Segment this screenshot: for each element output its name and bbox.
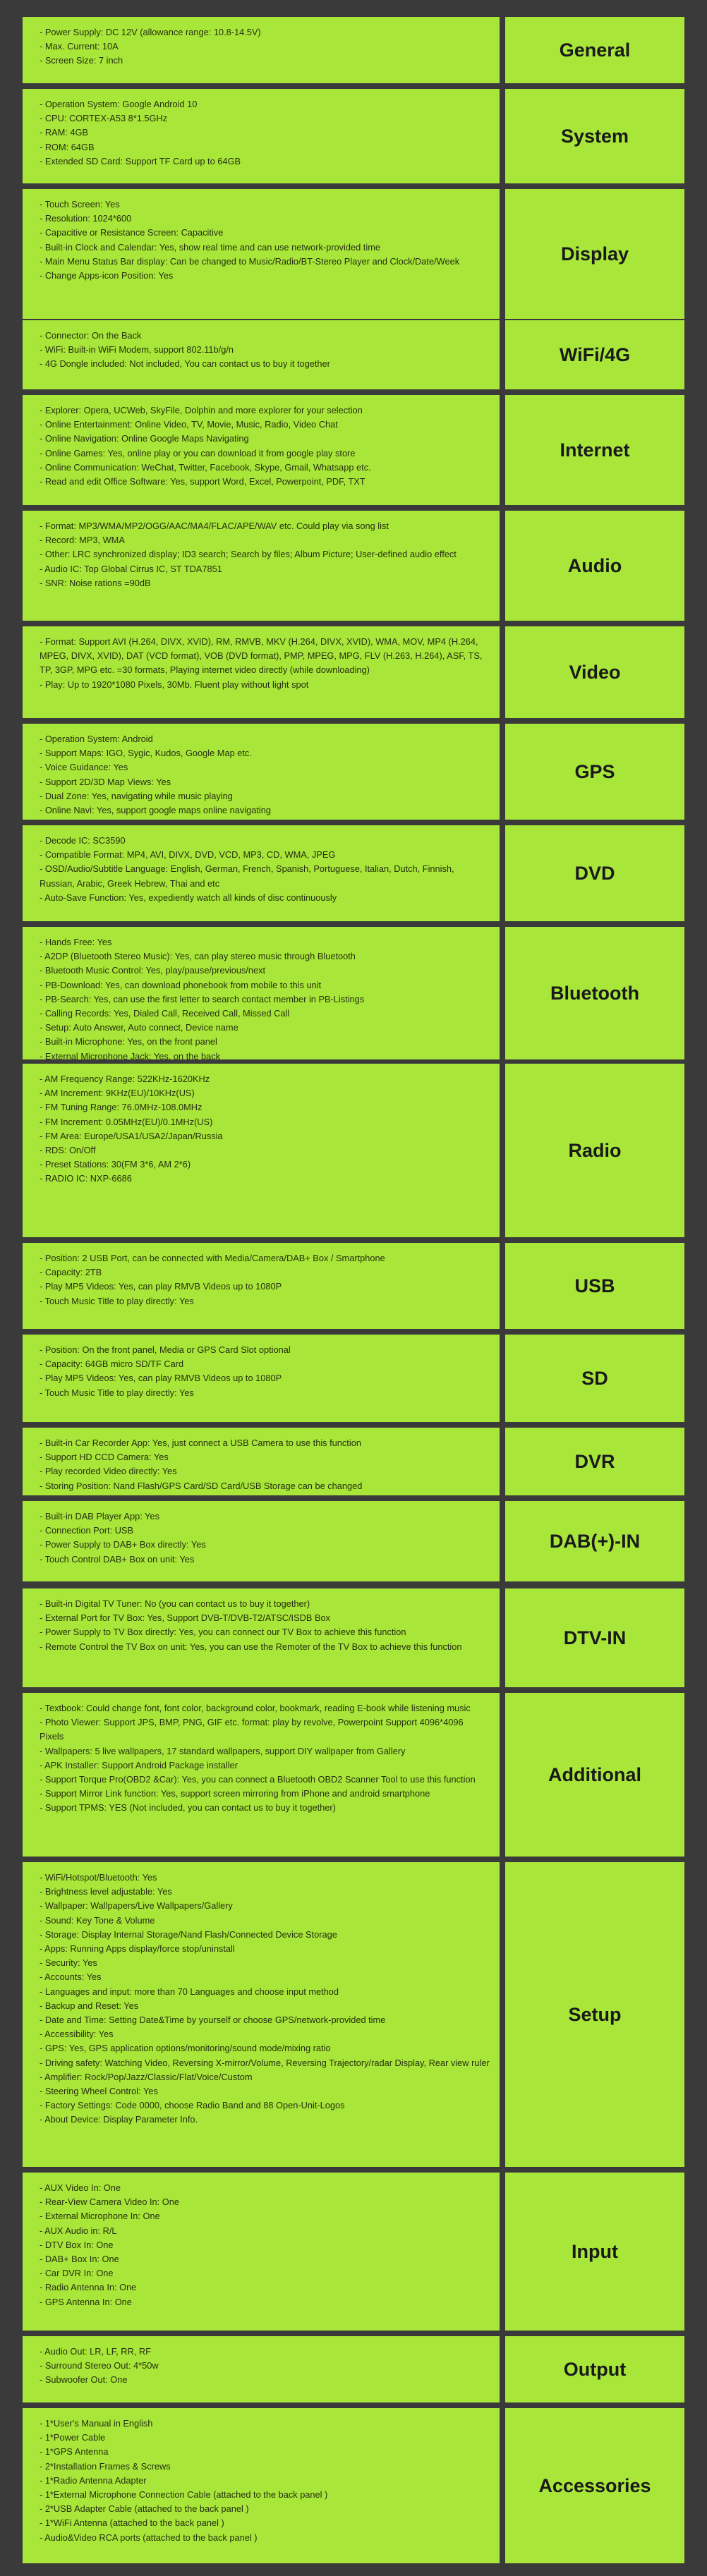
spec-line: - Format: Support AVI (H.264, DIVX, XVID), RM, RMVB, MKV (H.264, DIVX, XVID), WMA, MOV, MP4 (H.264, MPEG, DIVX, XVID), DAT (VCD format), VOB (DVD format), PMP, MPEG, MPG, FLV (H.263, H.264), ASF, TS, TP, 3GP, MPG etc. =30 formats, Playing internet video directly (while downloading) [40, 636, 483, 676]
spec-details [23, 320, 500, 389]
spec-row-general [0, 17, 707, 83]
spec-line: - Play MP5 Videos: Yes, can play RMVB Videos up to 1080P [40, 1281, 282, 1292]
spec-details [23, 1501, 500, 1581]
spec-line: - Wallpapers: 5 live wallpapers, 17 standard wallpapers, support DIY wallpaper from Gallery [40, 1745, 406, 1756]
spec-line: - 1*User's Manual in English [40, 2418, 153, 2429]
spec-category-cell [505, 89, 684, 183]
spec-category-title: GPS [574, 760, 615, 782]
spec-category-cell [505, 1588, 684, 1687]
spec-line: - AUX Audio in: R/L [40, 2225, 117, 2236]
spec-line: - Record: MP3, WMA [40, 535, 125, 546]
spec-line: - FM Tuning Range: 76.0MHz-108.0MHz [40, 1102, 203, 1113]
spec-category-cell [505, 927, 684, 1059]
spec-row-gps [0, 724, 707, 820]
spec-line: - Brightness level adjustable: Yes [40, 1886, 172, 1897]
spec-line: - 1*GPS Antenna [40, 2446, 109, 2457]
spec-details [23, 1693, 500, 1857]
spec-line: - Audio Out: LR, LF, RR, RF [40, 2346, 151, 2357]
spec-line: - Touch Control DAB+ Box on unit: Yes [40, 1553, 195, 1565]
spec-row-accessories [0, 2408, 707, 2563]
spec-category-title: Output [563, 2358, 627, 2380]
spec-line: - Sound: Key Tone & Volume [40, 1914, 155, 1926]
spec-line: - Change Apps-icon Position: Yes [40, 270, 174, 281]
spec-line: - External Microphone Jack: Yes, on the back [40, 1050, 221, 1062]
spec-line: - Built-in Clock and Calendar: Yes, show real time and can use network-provided time [40, 241, 380, 253]
spec-line: - Resolution: 1024*600 [40, 213, 132, 224]
spec-row-audio [0, 511, 707, 621]
spec-details [23, 1335, 500, 1422]
spec-line: - 1*WiFi Antenna (attached to the back panel ) [40, 2517, 224, 2529]
spec-row-setup [0, 1862, 707, 2167]
spec-category-cell [505, 1243, 684, 1329]
spec-line: - Built-in Car Recorder App: Yes, just connect a USB Camera to use this function [40, 1438, 361, 1448]
spec-category-title: Display [560, 243, 629, 265]
spec-row-sd [0, 1335, 707, 1422]
spec-line: - ROM: 64GB [40, 141, 95, 152]
spec-line: - Power Supply to DAB+ Box directly: Yes [40, 1539, 206, 1550]
spec-row-radio [0, 1064, 707, 1237]
spec-line: - CPU: CORTEX-A53 8*1.5GHz [40, 113, 168, 124]
spec-line: - Built-in Digital TV Tuner: No (you can contact us to buy it together) [40, 1598, 310, 1609]
spec-line: - RDS: On/Off [40, 1145, 96, 1156]
spec-line: - Hands Free: Yes [40, 937, 112, 947]
spec-line: - Factory Settings: Code 0000, choose Radio Band and 88 Open-Unit-Logos [40, 2100, 345, 2111]
spec-line: - Support Maps: IGO, Sygic, Kudos, Google Map etc. [40, 748, 252, 759]
spec-line: - 2*Installation Frames & Screws [40, 2460, 171, 2472]
spec-line: - AUX Video In: One [40, 2182, 121, 2193]
spec-row-bluetooth [0, 927, 707, 1062]
spec-line: - Audio IC: Top Global Cirrus IC, ST TDA7851 [40, 563, 222, 574]
spec-line: - Remote Control the TV Box on unit: Yes, you can use the Remoter of the TV Box to achieve this function [40, 1641, 462, 1652]
spec-line: - Play MP5 Videos: Yes, can play RMVB Videos up to 1080P [40, 1373, 282, 1384]
spec-line: - Capacitive or Resistance Screen: Capacitive [40, 227, 224, 238]
spec-line: - RAM: 4GB [40, 127, 88, 138]
spec-line: - Capacity: 64GB micro SD/TF Card [40, 1359, 184, 1370]
spec-details [23, 511, 500, 621]
spec-details [23, 1064, 500, 1237]
spec-line: - Steering Wheel Control: Yes [40, 2086, 158, 2097]
spec-line: - Apps: Running Apps display/force stop/uninstall [40, 1943, 235, 1955]
spec-category-title: DVR [574, 1450, 615, 1472]
spec-details [23, 2336, 500, 2402]
spec-category-cell [505, 2336, 684, 2402]
spec-line: - Amplifier: Rock/Pop/Jazz/Classic/Flat/Voice/Custom [40, 2071, 253, 2082]
spec-category-title: SD [581, 1367, 608, 1389]
spec-line: - APK Installer: Support Android Package installer [40, 1759, 238, 1770]
spec-category-title: Video [569, 661, 621, 683]
spec-line: - About Device: Display Parameter Info. [40, 2114, 198, 2125]
spec-line: - Textbook: Could change font, font color, background color, bookmark, reading E-book while listening music [40, 1703, 471, 1713]
spec-line: - PB-Download: Yes, can download phonebook from mobile to this unit [40, 979, 322, 990]
spec-category-cell [505, 2408, 684, 2563]
spec-details [23, 1588, 500, 1687]
spec-line: - Date and Time: Setting Date&Time by yourself or choose GPS/network-provided time [40, 2015, 386, 2026]
spec-row-additional [0, 1693, 707, 1857]
spec-category-cell [505, 511, 684, 621]
spec-details [23, 2408, 500, 2563]
spec-line: - DAB+ Box In: One [40, 2254, 119, 2265]
spec-details [23, 395, 500, 505]
spec-line: - 1*External Microphone Connection Cable (attached to the back panel ) [40, 2489, 328, 2501]
spec-line: - Other: LRC synchronized display; ID3 search; Search by files; Album Picture; User-defined audio effect [40, 549, 457, 560]
spec-line: - FM Increment: 0.05MHz(EU)/0.1MHz(US) [40, 1116, 213, 1127]
spec-details [23, 724, 500, 820]
spec-category-title: Input [572, 2240, 618, 2262]
spec-category-title: System [560, 125, 629, 147]
spec-details [23, 825, 500, 921]
spec-line: - External Port for TV Box: Yes, Support DVB-T/DVB-T2/ATSC/ISDB Box [40, 1612, 331, 1624]
spec-line: - Backup and Reset: Yes [40, 2000, 139, 2011]
spec-details [23, 189, 500, 319]
spec-category-cell [505, 2173, 684, 2331]
spec-line: - Support TPMS: YES (Not included, you can contact us to buy it together) [40, 1802, 336, 1813]
spec-line: - Subwoofer Out: One [40, 2374, 128, 2386]
spec-line: - Support Torque Pro(OBD2 &Car): Yes, you can connect a Bluetooth OBD2 Scanner Tool to use this function [40, 1774, 476, 1785]
spec-category-cell [505, 1428, 684, 1495]
spec-line: - Explorer: Opera, UCWeb, SkyFile, Dolphin and more explorer for your selection [40, 405, 363, 415]
spec-line: - 2*USB Adapter Cable (attached to the back panel ) [40, 2503, 249, 2515]
spec-line: - 1*Power Cable [40, 2432, 106, 2443]
spec-line: - Support HD CCD Camera: Yes [40, 1452, 169, 1463]
spec-line: - Power Supply to TV Box directly: Yes, you can connect our TV Box to achieve this function [40, 1627, 406, 1638]
spec-details [23, 927, 500, 1062]
spec-category-cell [505, 17, 684, 83]
spec-row-dvd [0, 825, 707, 921]
spec-category-title: General [559, 39, 631, 61]
spec-details [23, 2173, 500, 2331]
spec-line: - Preset Stations: 30(FM 3*6, AM 2*6) [40, 1159, 191, 1170]
spec-line: - RADIO IC: NXP-6686 [40, 1173, 132, 1184]
spec-line: - Support Mirror Link function: Yes, support screen mirroring from iPhone and android smartphone [40, 1788, 430, 1799]
spec-line: - Compatible Format: MP4, AVI, DIVX, DVD, VCD, MP3, CD, WMA, JPEG [40, 849, 336, 861]
spec-line: - Voice Guidance: Yes [40, 762, 128, 773]
spec-line: - Bluetooth Music Control: Yes, play/pause/previous/next [40, 965, 266, 976]
spec-row-dab-in [0, 1501, 707, 1581]
spec-row-display [0, 189, 707, 319]
spec-line: - Max. Current: 10A [40, 41, 119, 52]
spec-row-wifi-4g [0, 320, 707, 389]
spec-category-cell [505, 189, 684, 319]
spec-category-cell [505, 1693, 684, 1857]
spec-category-cell [505, 1501, 684, 1581]
spec-row-internet [0, 395, 707, 505]
spec-line: - Auto-Save Function: Yes, expediently watch all kinds of disc continuously [40, 892, 337, 903]
spec-line: - GPS Antenna In: One [40, 2296, 132, 2307]
spec-line: - WiFi: Built-in WiFi Modem, support 802.11b/g/n [40, 344, 234, 356]
spec-line: - FM Area: Europe/USA1/USA2/Japan/Russia [40, 1130, 223, 1141]
spec-category-title: Radio [568, 1139, 622, 1161]
spec-row-input [0, 2173, 707, 2331]
spec-category-cell [505, 320, 684, 389]
spec-category-title: Internet [560, 439, 630, 461]
spec-category-title: Additional [548, 1763, 641, 1785]
spec-line: - Read and edit Office Software: Yes, support Word, Excel, Powerpoint, PDF, TXT [40, 476, 365, 487]
spec-line: - Position: 2 USB Port, can be connected with Media/Camera/DAB+ Box / Smartphone [40, 1253, 385, 1263]
spec-category-title: DVD [574, 862, 615, 884]
spec-line: - Touch Music Title to play directly: Yes [40, 1295, 194, 1306]
spec-line: - Rear-View Camera Video In: One [40, 2197, 179, 2208]
spec-category-title: Accessories [538, 2474, 651, 2496]
spec-line: - Connector: On the Back [40, 330, 142, 341]
spec-line: - Format: MP3/WMA/MP2/OGG/AAC/MA4/FLAC/APE/WAV etc. Could play via song list [40, 521, 389, 531]
spec-row-output [0, 2336, 707, 2402]
spec-line: - Touch Screen: Yes [40, 199, 120, 209]
spec-line: - Online Navi: Yes, support google maps online navigating [40, 805, 271, 816]
spec-row-video [0, 626, 707, 718]
spec-category-cell [505, 1862, 684, 2167]
spec-details [23, 1243, 500, 1329]
spec-line: - Setup: Auto Answer, Auto connect, Device name [40, 1022, 238, 1033]
spec-line: - 4G Dongle included: Not included, You can contact us to buy it together [40, 358, 330, 370]
spec-line: - GPS: Yes, GPS application options/monitoring/sound mode/mixing ratio [40, 2043, 331, 2054]
spec-line: - 1*Radio Antenna Adapter [40, 2474, 147, 2486]
spec-line: - Car DVR In: One [40, 2268, 114, 2279]
spec-line: - Touch Music Title to play directly: Yes [40, 1387, 194, 1398]
spec-line: - OSD/Audio/Subtitle Language: English, German, French, Spanish, Portuguese, Italian, Dutch, Finnish, Russian, Arabic, Greek Hebrew, Thai and etc [40, 863, 454, 889]
spec-details [23, 89, 500, 183]
spec-line: - Built-in DAB Player App: Yes [40, 1511, 160, 1521]
spec-line: - Surround Stereo Out: 4*50w [40, 2360, 159, 2371]
spec-category-title: DTV-IN [563, 1627, 627, 1648]
spec-details [23, 1428, 500, 1495]
spec-line: - Languages and input: more than 70 Languages and choose input method [40, 1986, 339, 1997]
spec-line: - Audio&Video RCA ports (attached to the back panel ) [40, 2532, 258, 2543]
spec-line: - Storage: Display Internal Storage/Nand Flash/Connected Device Storage [40, 1928, 337, 1940]
spec-category-title: Setup [568, 2003, 622, 2025]
spec-line: - Driving safety: Watching Video, Reversing X-mirror/Volume, Reversing Trajectory/radar Display, Rear view ruler [40, 2057, 490, 2068]
spec-line: - Photo Viewer: Support JPS, BMP, PNG, GIF etc. format: play by revolve, Powerpoint Support 4096*4096 Pixels [40, 1717, 464, 1742]
spec-row-dvr [0, 1428, 707, 1495]
spec-line: - Extended SD Card: Support TF Card up to 64GB [40, 155, 241, 166]
spec-category-title: Audio [567, 554, 622, 576]
spec-category-cell [505, 724, 684, 820]
spec-details [23, 17, 500, 83]
spec-category-cell [505, 626, 684, 718]
spec-line: - AM Frequency Range: 522KHz-1620KHz [40, 1074, 210, 1084]
spec-line: - Play recorded Video directly: Yes [40, 1466, 177, 1477]
spec-category-title: USB [574, 1275, 615, 1296]
spec-line: - Online Entertainment: Online Video, TV, Movie, Music, Radio, Video Chat [40, 419, 338, 430]
spec-details [23, 1862, 500, 2167]
spec-line: - A2DP (Bluetooth Stereo Music): Yes, can play stereo music through Bluetooth [40, 951, 356, 962]
spec-line: - Main Menu Status Bar display: Can be changed to Music/Radio/BT-Stereo Player and Clock/Date/Week [40, 255, 460, 267]
spec-line: - Radio Antenna In: One [40, 2282, 137, 2293]
spec-category-title: WiFi/4G [559, 344, 631, 365]
spec-line: - SNR: Noise rations =90dB [40, 577, 151, 588]
spec-line: - Support 2D/3D Map Views: Yes [40, 776, 171, 787]
spec-category-cell [505, 395, 684, 505]
spec-line: - Wallpaper: Wallpapers/Live Wallpapers/Gallery [40, 1900, 233, 1912]
spec-line: - Power Supply: DC 12V (allowance range: 10.8-14.5V) [40, 27, 261, 37]
spec-line: - Operation System: Android [40, 734, 153, 744]
spec-line: - Security: Yes [40, 1957, 97, 1969]
spec-line: - Screen Size: 7 inch [40, 55, 123, 66]
spec-line: - Capacity: 2TB [40, 1267, 102, 1278]
spec-line: - External Microphone In: One [40, 2211, 160, 2222]
spec-line: - PB-Search: Yes, can use the first letter to search contact member in PB-Listings [40, 993, 365, 1004]
spec-line: - Accessibility: Yes [40, 2029, 114, 2040]
spec-line: - Operation System: Google Android 10 [40, 99, 198, 109]
spec-line: - Online Games: Yes, online play or you can download it from google play store [40, 447, 356, 458]
spec-line: - Play: Up to 1920*1080 Pixels, 30Mb. Fluent play without light spot [40, 679, 309, 690]
spec-line: - Accounts: Yes [40, 1972, 102, 1983]
spec-line: - Calling Records: Yes, Dialed Call, Received Call, Missed Call [40, 1008, 290, 1019]
spec-line: - Storing Position: Nand Flash/GPS Card/SD Card/USB Storage can be changed [40, 1480, 363, 1491]
spec-line: - Connection Port: USB [40, 1525, 134, 1536]
spec-line: - DTV Box In: One [40, 2239, 114, 2250]
spec-row-usb [0, 1243, 707, 1329]
spec-category-cell [505, 1064, 684, 1237]
spec-line: - AM Increment: 9KHz(EU)/10KHz(US) [40, 1088, 195, 1099]
spec-line: - Position: On the front panel, Media or GPS Card Slot optional [40, 1344, 291, 1355]
spec-line: - Online Navigation: Online Google Maps Navigating [40, 433, 249, 444]
spec-line: - Online Communication: WeChat, Twitter, Facebook, Skype, Gmail, Whatsapp etc. [40, 461, 371, 473]
spec-category-title: Bluetooth [550, 982, 639, 1004]
spec-row-system [0, 89, 707, 183]
spec-line: - Built-in Microphone: Yes, on the front panel [40, 1036, 217, 1047]
spec-line: - Decode IC: SC3590 [40, 835, 126, 846]
spec-row-dtv-in [0, 1588, 707, 1687]
spec-line: - WiFi/Hotspot/Bluetooth: Yes [40, 1872, 157, 1883]
spec-category-cell [505, 825, 684, 921]
spec-category-cell [505, 1335, 684, 1422]
spec-details [23, 626, 500, 718]
spec-line: - Dual Zone: Yes, navigating while music playing [40, 790, 233, 801]
spec-category-title: DAB(+)-IN [549, 1530, 641, 1552]
